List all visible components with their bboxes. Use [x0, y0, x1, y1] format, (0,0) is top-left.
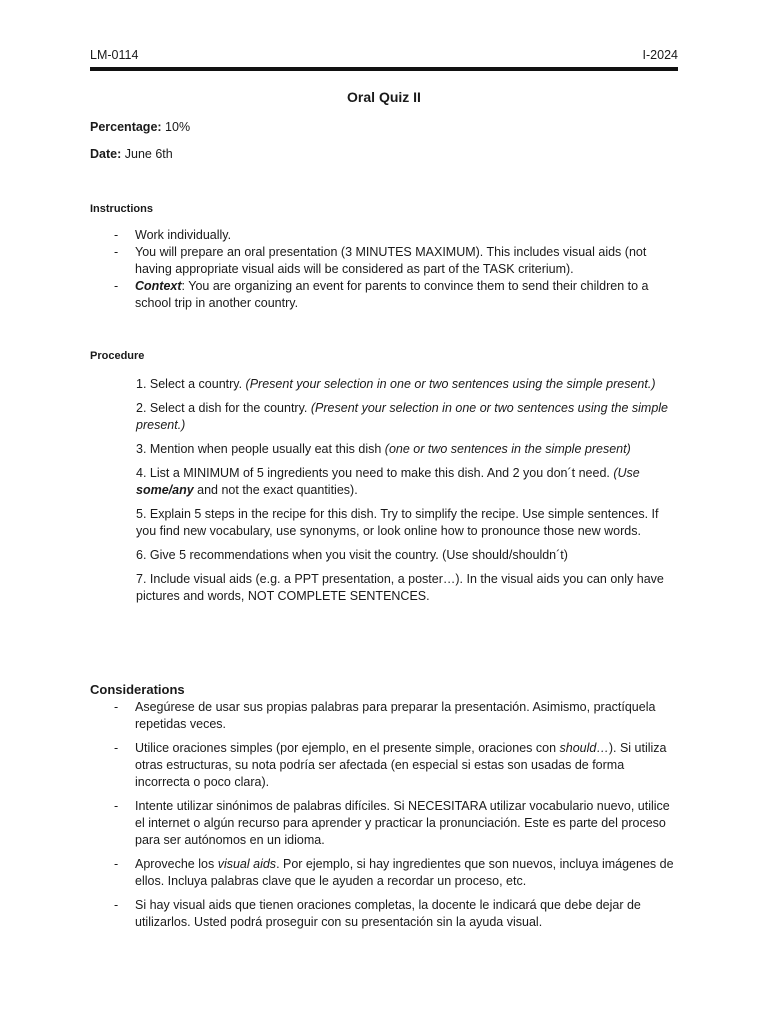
consideration-text: Asegúrese de usar sus propias palabras para preparar la presentación. Asimismo, practíquela repetidas veces.	[135, 700, 656, 731]
step-note: (Present your selection in one or two sentences using the simple present.)	[136, 401, 669, 432]
step-note: (Use	[613, 466, 640, 480]
list-item	[90, 278, 680, 312]
list-item	[90, 244, 680, 278]
instruction-text: Work individually.	[135, 228, 232, 242]
procedure-steps	[136, 376, 681, 612]
procedure-step	[136, 506, 681, 540]
date-field	[90, 147, 173, 161]
header-rule	[90, 67, 678, 71]
date-label: Date:	[90, 147, 122, 161]
considerations-list	[90, 699, 680, 938]
procedure-step	[136, 376, 681, 393]
date-value: June 6th	[124, 147, 173, 161]
step-tail: and not the exact quantities).	[193, 483, 358, 497]
instructions-heading: Instructions	[90, 203, 153, 215]
list-item	[90, 798, 680, 849]
step-text: 2. Select a dish for the country.	[136, 401, 311, 415]
consideration-text: Si hay visual aids que tienen oraciones completas, la docente le indicará que debe dejar de utilizarlos. Usted podrá proseguir con su presentación sin la ayuda visual.	[135, 898, 641, 929]
list-item	[90, 897, 680, 931]
list-item	[90, 856, 680, 890]
considerations-heading: Considerations	[90, 682, 185, 697]
list-item	[90, 740, 680, 791]
procedure-step	[136, 441, 681, 458]
consideration-text: Aproveche los	[135, 857, 218, 871]
step-emphasis: some/any	[136, 483, 194, 497]
procedure-step	[136, 465, 681, 499]
step-text: 1. Select a country.	[136, 377, 246, 391]
step-text: 6. Give 5 recommendations when you visit the country. (Use should/shouldn´t)	[136, 548, 568, 562]
step-text: 4. List a MINIMUM of 5 ingredients you need to make this dish. And 2 you don´t need.	[136, 466, 614, 480]
procedure-step	[136, 547, 681, 564]
consideration-text: Intente utilizar sinónimos de palabras difíciles. Si NECESITARA utilizar vocabulario nuevo, utilice el internet o algún recurso para aprender y practicar la pronunciación. Este es parte del proceso para ser autónomos en un idioma.	[135, 799, 670, 847]
procedure-step	[136, 571, 681, 605]
percentage-label: Percentage:	[90, 120, 162, 134]
step-note: (Present your selection in one or two sentences using the simple present.)	[245, 377, 656, 391]
procedure-step	[136, 400, 681, 434]
step-text: 5. Explain 5 steps in the recipe for this dish. Try to simplify the recipe. Use simple sentences. If you find new vocabulary, use synonyms, or look online how to pronounce those new words.	[136, 507, 659, 538]
percentage-field	[90, 120, 190, 134]
course-code: LM-0114	[90, 48, 139, 62]
consideration-text: Utilice oraciones simples (por ejemplo, en el presente simple, oraciones con	[135, 741, 560, 755]
step-text: 7. Include visual aids (e.g. a PPT presentation, a poster…). In the visual aids you can only have pictures and words, NOT COMPLETE SENTENCES.	[136, 572, 664, 603]
list-item	[90, 699, 680, 733]
instructions-list	[90, 227, 680, 312]
consideration-text: . Por ejemplo, si hay ingredientes que son nuevos, incluya imágenes de ellos. Incluya palabras clave que le ayuden a recordar un proceso, etc.	[135, 857, 674, 888]
consideration-emphasis: should…	[559, 741, 609, 755]
instruction-text: : You are organizing an event for parents to convince them to send their children to a school trip in another country.	[135, 279, 649, 310]
instruction-text: You will prepare an oral presentation (3 MINUTES MAXIMUM). This includes visual aids (not having appropriate visual aids will be considered as part of the TASK criterium).	[135, 245, 647, 276]
page-title: Oral Quiz II	[347, 89, 421, 105]
consideration-emphasis: visual aids	[217, 857, 277, 871]
percentage-value: 10%	[165, 120, 191, 134]
context-label: Context	[135, 279, 182, 293]
consideration-text: ). Si utiliza otras estructuras, su nota podría ser afectada (en especial si estas son usadas de forma incorrecta o poco clara).	[135, 741, 667, 789]
list-item	[90, 227, 680, 244]
step-text: 3. Mention when people usually eat this dish	[136, 442, 385, 456]
term-code: I-2024	[642, 48, 678, 62]
step-note: (one or two sentences in the simple present)	[384, 442, 631, 456]
procedure-heading: Procedure	[90, 350, 145, 362]
